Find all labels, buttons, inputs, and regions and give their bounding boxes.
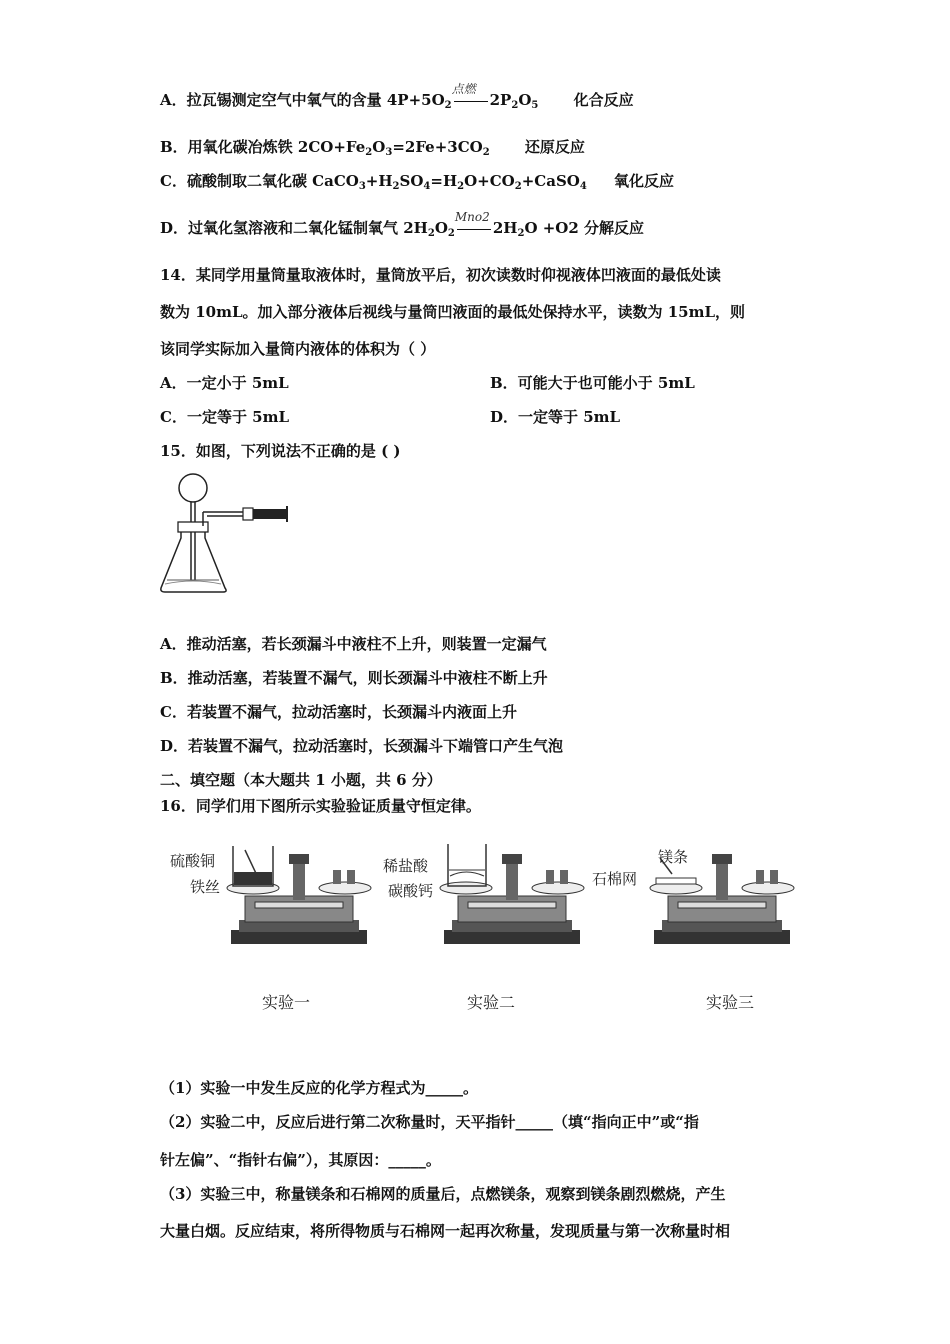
q13-c-m5: +CaSO <box>521 172 580 190</box>
q13-b-type: 还原反应 <box>524 138 585 156</box>
q13-a-product: 2P <box>489 91 512 109</box>
q14-option-b: B．可能大于也可能小于 5mL <box>490 374 695 392</box>
sub: 2 <box>392 181 400 192</box>
q13-c-text: C．硫酸制取二氧化碳 CaCO <box>160 172 359 190</box>
q13-option-d <box>160 210 645 239</box>
q15-option-a: A．推动活塞，若长颈漏斗中液柱不上升，则装置一定漏气 <box>160 635 547 653</box>
q13-b-text: B．用氧化碳冶炼铁 2CO+Fe <box>160 138 366 156</box>
q13-c-m1: +H <box>365 172 393 190</box>
balance-figure-2 <box>438 840 588 955</box>
reaction-arrow <box>454 210 491 235</box>
q13-option-b <box>160 137 585 157</box>
q14-option-d: D．一定等于 5mL <box>490 408 621 426</box>
q14-line3: 该同学实际加入量筒内液体的体积为（ ） <box>160 340 436 358</box>
caption-exp3: 实验三 <box>706 993 755 1012</box>
sub: 2 <box>447 228 455 239</box>
apparatus-figure <box>155 468 295 598</box>
reaction-arrow <box>451 82 488 107</box>
sub: 2 <box>457 181 465 192</box>
q13-c-m2: SO <box>399 172 424 190</box>
q15-option-d: D．若装置不漏气，拉动活塞时，长颈漏斗下端管口产生气泡 <box>160 737 564 755</box>
sub: 4 <box>423 181 431 192</box>
q16-part3-line1: （3）实验三中，称量镁条和石棉网的质量后，点燃镁条，观察到镁条剧烈燃烧，产生 <box>160 1185 726 1203</box>
exp2-label-calcium-carbonate: 碳酸钙 <box>388 882 434 900</box>
q14-line1: 14．某同学用量筒量取液体时，量筒放平后，初次读数时仰视液体凹液面的最低处读 <box>160 266 721 284</box>
q16-stem: 16．同学们用下图所示实验验证质量守恒定律。 <box>160 797 481 815</box>
exp1-label-iron-wire: 铁丝 <box>190 878 221 896</box>
q16-part3-line2: 大量白烟。反应结束，将所得物质与石棉网一起再次称量，发现质量与第一次称量时相 <box>160 1222 731 1240</box>
q13-b-m2: =2Fe+3CO <box>392 138 483 156</box>
q13-d-product2: O +O2 分解反应 <box>524 219 645 237</box>
q13-d-product: 2H <box>492 219 518 237</box>
q15-option-b: B．推动活塞，若装置不漏气，则长颈漏斗中液柱不断上升 <box>160 669 548 687</box>
q14-line2: 数为 10mL。加入部分液体后视线与量筒凹液面的最低处保持水平，读数为 15mL，则 <box>160 303 746 321</box>
q13-c-m4: O+CO <box>464 172 515 190</box>
caption-exp1: 实验一 <box>262 993 311 1012</box>
sub: 2 <box>517 228 525 239</box>
exp1-label-copper-sulfate: 硫酸铜 <box>170 852 216 870</box>
q14-option-c: C．一定等于 5mL <box>160 408 290 426</box>
q16-part1: （1）实验一中发生反应的化学方程式为_____。 <box>160 1079 478 1097</box>
sub: 2 <box>482 147 490 158</box>
q16-part2-line2: 针左偏”、“指针右偏”），其原因：_____。 <box>160 1151 441 1169</box>
q13-option-c <box>160 171 674 191</box>
sub: 5 <box>531 100 539 111</box>
reaction-condition: 点燃 <box>451 82 476 96</box>
sub: 4 <box>579 181 587 192</box>
q13-d-m1: O <box>434 219 448 237</box>
q13-b-m1: O <box>372 138 386 156</box>
q13-a-product2: O <box>518 91 532 109</box>
sub: 2 <box>511 100 519 111</box>
sub: 3 <box>358 181 366 192</box>
exp3-label-magnesium-strip: 镁条 <box>658 848 689 866</box>
section-title: 二、填空题（本大题共 1 小题，共 6 分） <box>160 771 442 789</box>
sub: 2 <box>365 147 373 158</box>
exp3-label-asbestos-net: 石棉网 <box>592 870 638 888</box>
q13-a-text: A．拉瓦锡测定空气中氧气的含量 4P+5O <box>160 91 445 109</box>
reaction-condition: Mno2 <box>454 210 490 224</box>
sub: 2 <box>444 100 452 111</box>
q16-part2-line1: （2）实验二中，反应后进行第二次称量时，天平指针_____（填“指向正中”或“指 <box>160 1113 699 1131</box>
q13-c-type: 氧化反应 <box>614 172 675 190</box>
caption-exp2: 实验二 <box>467 993 516 1012</box>
sub: 2 <box>514 181 522 192</box>
q13-option-a <box>160 82 634 111</box>
q13-d-text: D．过氧化氢溶液和二氧化锰制氧气 2H <box>160 219 428 237</box>
q14-option-a: A．一定小于 5mL <box>160 374 289 392</box>
q15-option-c: C．若装置不漏气，拉动活塞时，长颈漏斗内液面上升 <box>160 703 517 721</box>
sub: 2 <box>427 228 435 239</box>
balance-figure-1 <box>225 840 375 955</box>
q13-c-m3: =H <box>430 172 458 190</box>
q15-stem: 15．如图，下列说法不正确的是 ( ) <box>160 442 401 460</box>
sub: 3 <box>385 147 393 158</box>
q13-a-type: 化合反应 <box>573 91 634 109</box>
exp2-label-hydrochloric-acid: 稀盐酸 <box>383 857 429 875</box>
